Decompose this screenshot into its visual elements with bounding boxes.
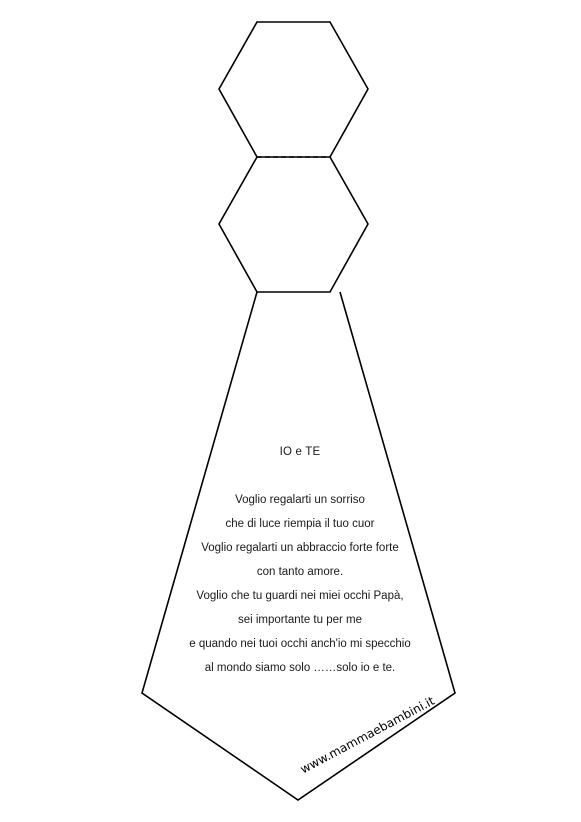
tie-knot-bottom-hexagon [219,157,368,292]
poem-line: sei importante tu per me [237,614,362,626]
tie-knot-top-hexagon [219,22,368,157]
poem-line: e quando nei tuoi occhi anch'io mi specchio [189,638,411,650]
poem-line: Voglio regalarti un sorriso [235,494,365,506]
poem-line: Voglio che tu guardi nei miei occhi Papà, [196,590,404,602]
poem-line: che di luce riempia il tuo cuor [225,518,375,530]
poem-line: al mondo siamo solo ……solo io e te. [204,662,396,674]
poem-lines [140,488,460,680]
website-watermark: www.mammaebambini.it [298,693,437,777]
poem [140,440,460,680]
poem-line: Voglio regalarti un abbraccio forte forte [201,542,399,554]
poem-line: con tanto amore. [256,566,344,578]
poem-title: IO e TE [279,446,321,458]
